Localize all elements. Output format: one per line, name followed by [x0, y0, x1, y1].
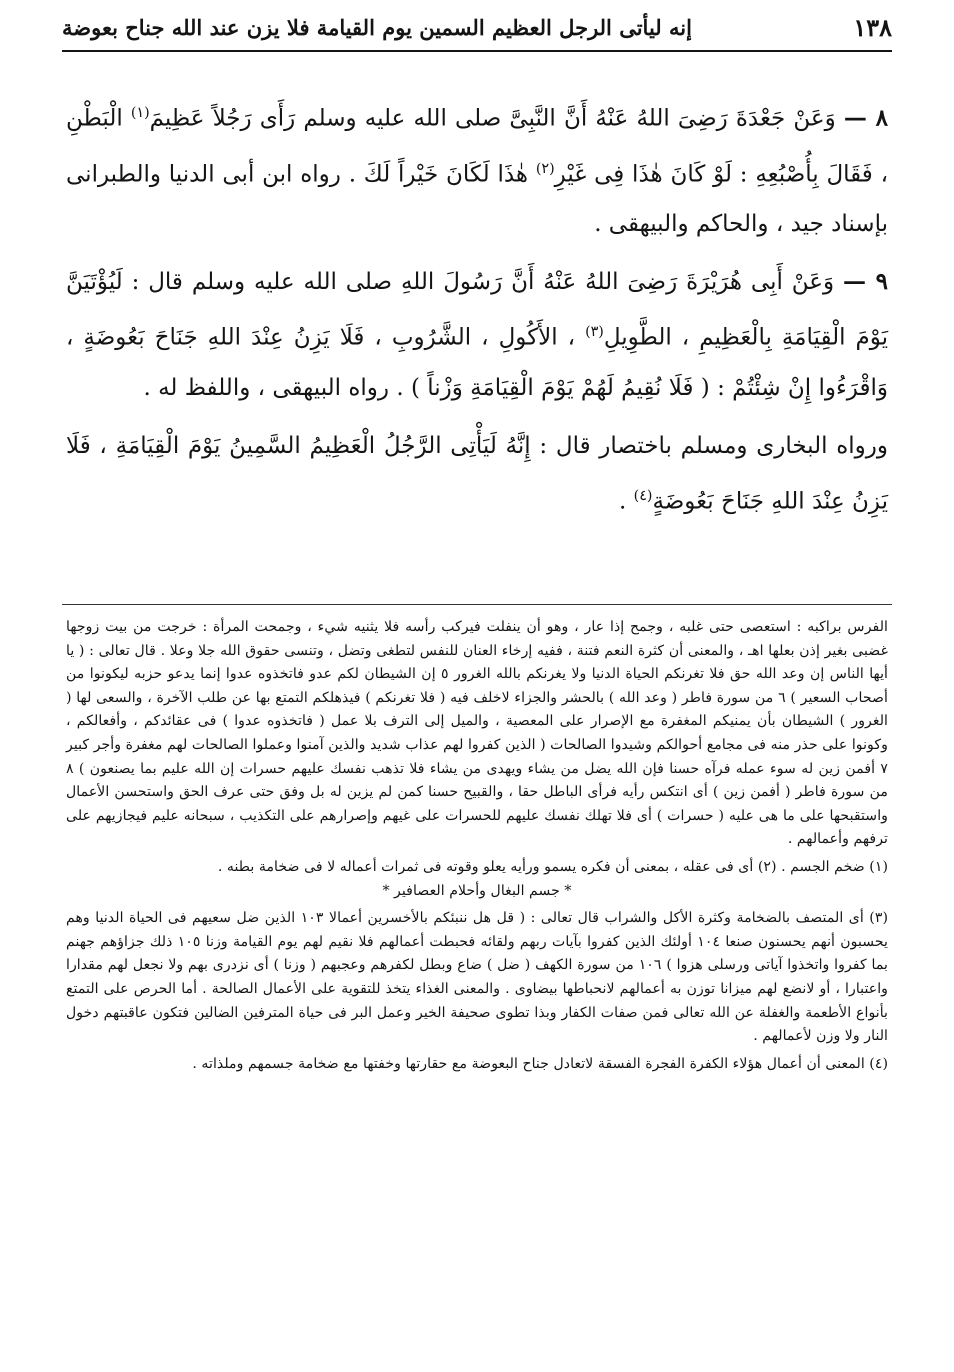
page-header — [62, 10, 892, 44]
bukhari-end: . — [619, 488, 627, 515]
hadith-8-number: ٨ — — [843, 104, 889, 132]
main-text — [66, 88, 888, 527]
footnote-ref-3: (٣) — [585, 324, 604, 341]
footnote-ref-4: (٤) — [633, 487, 653, 504]
bukhari-text: ورواه البخارى ومسلم باختصار قال : إِنَّهُ لَيَأْتِى الرَّجُلُ الْعَظِيمُ السَّمِينُ يَوْمَ الْقِيَامَةِ ، فَلَا يَزِنُ عِنْدَ اللهِ جَنَاحَ بَعُوضَةٍ — [66, 432, 888, 515]
page-number: ١٣٨ — [853, 12, 892, 42]
bukhari-paragraph — [66, 421, 888, 527]
footnote-ref-1: (١) — [130, 105, 150, 121]
hadith-9-text-b: ، الأَكُولِ ، الشَّرُوبِ ، فَلَا يَزِنُ عِنْدَ اللهِ جَنَاحَ بَعُوضَةٍ ، وَاقْرَءُوا إِنْ شِئْتُمْ : ( فَلَا نُقِيمُ لَهُمْ يَوْمَ الْقِيَامَةِ وَزْناً ) . رواه البيهقى ، واللفظ له . — [66, 324, 888, 401]
footnote-continuation: الفرس براكبه : استعصى حتى غلبه ، وجمح إذا عار ، وهو أن ينفلت فيركب رأسه فلا يثنيه شيء ، وجمحت المرأة : خرجت من بيت زوجها غضبى بغير إذن بعلها اهـ ، والمعنى أن كثرة النعم فتنة ، ففيه إرخاء العنان للنفس لتطغى وتضل ، وتنسى حقوق الله جلا وعلا . قال تعالى : ( يا أيها الناس إن وعد الله حق فلا تغرنكم الحياة الدنيا ولا يغرنكم بالله الغرور ٥ إن الشيطان لكم عدو فاتخذوه عدوا إنما يدعو حزبه ليكونوا من أصحاب السعير ) ٦ من سورة فاطر ( وعد الله ) بالحشر والجزاء لاخلف فيه ( فلا تغرنكم ) فيذهلكم التمتع بها عن طلب الآخرة ، والسعى لها ( الغرور ) الشيطان بأن يمنيكم المغفرة مع الإصرار على المعصية ، والميل إلى الترف بلا عمل ( فاتخذوه عدوا ) فى عقائدكم ، وأفعالكم ، وكونوا على حذر منه فى مجامع أحوالكم وشيدوا الصالحات ( الذين كفروا لهم عذاب شديد والذين آمنوا وعملوا الصالحات لهم مغفرة وأجر كبير ٧ أفمن زين له سوء عمله فرآه حسنا فإن الله يضل من يشاء ويهدى من يشاء فلا تذهب نفسك عليهم حسرات إن الله عليم بما يصنعون ) ٨ من سورة فاطر ( أفمن زين ) أى انتكس رأيه فرأى الباطل حقا ، والقبيح حسنا كمن لم يزين له بل وفق حتى عرف الحق واستحسن الأعمال واستقبحها على ما هى عليه ( حسرات ) أى فلا تهلك نفسك عليهم للحسرات على غيهم وإصرارهم على التكذيب ، سبحانه عليم فيجازيهم على ترفهم وأعمالهم . — [66, 619, 888, 848]
footnotes — [66, 616, 888, 1076]
proverb-line: * جسم البغال وأحلام العصافير * — [382, 882, 572, 899]
running-title: إنه ليأتى الرجل العظيم السمين يوم القيامة فلا يزن عند الله جناح بعوضة — [62, 14, 692, 40]
hadith-8-text-c: هٰذَا لَكَانَ خَيْراً لَكَ . رواه ابن أبى الدنيا والطبرانى بإسناد جيد ، والحاكم والبيهقى . — [66, 161, 888, 238]
hadith-9-text-a: وَعَنْ أَبِى هُرَيْرَةَ رَضِىَ اللهُ عَنْهُ أَنَّ رَسُولَ اللهِ صلى الله عليه وسلم قال : لَيُؤْتَيَنَّ يَوْمَ الْقِيَامَةِ بِالْعَظِيمِ ، الطَّوِيلِ — [66, 269, 888, 351]
hadith-9 — [66, 257, 888, 413]
footnote-ref-2: (٢) — [535, 160, 555, 177]
hadith-8-text-b: الْبَطْنِ ، فَقَالَ بِأُصْبُعِهِ : لَوْ كَانَ هٰذَا فِى غَيْرِ — [66, 105, 889, 188]
hadith-8 — [66, 88, 888, 249]
hadith-8-text-a: وَعَنْ جَعْدَةَ رَضِىَ اللهُ عَنْهُ أَنَّ النَّبِىَّ صلى الله عليه وسلم رَأَى رَجُلاً عَظِيمَ — [149, 105, 836, 132]
footnote-4: (٤) المعنى أن أعمال هؤلاء الكفرة الفجرة الفسقة لاتعادل جناح البعوضة مع حقارتها وخفتها مع ضخامة جسمهم وملذاته . — [192, 1055, 888, 1072]
hadith-9-number: ٩ — — [843, 268, 888, 296]
footnote-1-2: (١) ضخم الجسم . (٢) أى فى عقله ، بمعنى أن فكره يسمو ورأيه يعلو وقوته فى ثمرات أعماله لا فى ضخامة بطنه . — [217, 858, 888, 875]
footnote-rule — [62, 604, 892, 605]
header-rule — [62, 50, 892, 52]
footnote-3: (٣) أى المتصف بالضخامة وكثرة الأكل والشراب قال تعالى : ( قل هل ننبئكم بالأخسرين أعمالا ١٠٣ الذين ضل سعيهم فى الحياة الدنيا وهم يحسبون أنهم يحسنون صنعا ١٠٤ أولئك الذين كفروا بآيات ربهم ولقائه فحبطت أعمالهم فلا نقيم لهم يوم القيامة وزنا ١٠٥ ذلك جزاؤهم جهنم بما كفروا واتخذوا آياتى ورسلى هزوا ) ١٠٦ من سورة الكهف ( ضل ) ضاع وبطل لكفرهم وعجبهم ( وزنا ) أى نزدرى بهم ولا نجعل لهم مقدارا واعتبارا ، أو لانضع لهم ميزانا توزن به أعمالهم لانحباطها بيضاوى . والمعنى الغذاء يتخذ للتقوية على الأعمال الصالحة . أما الحرص على التمتع بأنواع الأطعمة والغفلة عن الله تعالى فمن صفات الكفار وبذا تطوى صحيفة الخير وعمل البر فى حياة المترفين الضالين فتكون عاقبتهم دخول النار ولا وزن لأعمالهم . — [66, 910, 889, 1045]
